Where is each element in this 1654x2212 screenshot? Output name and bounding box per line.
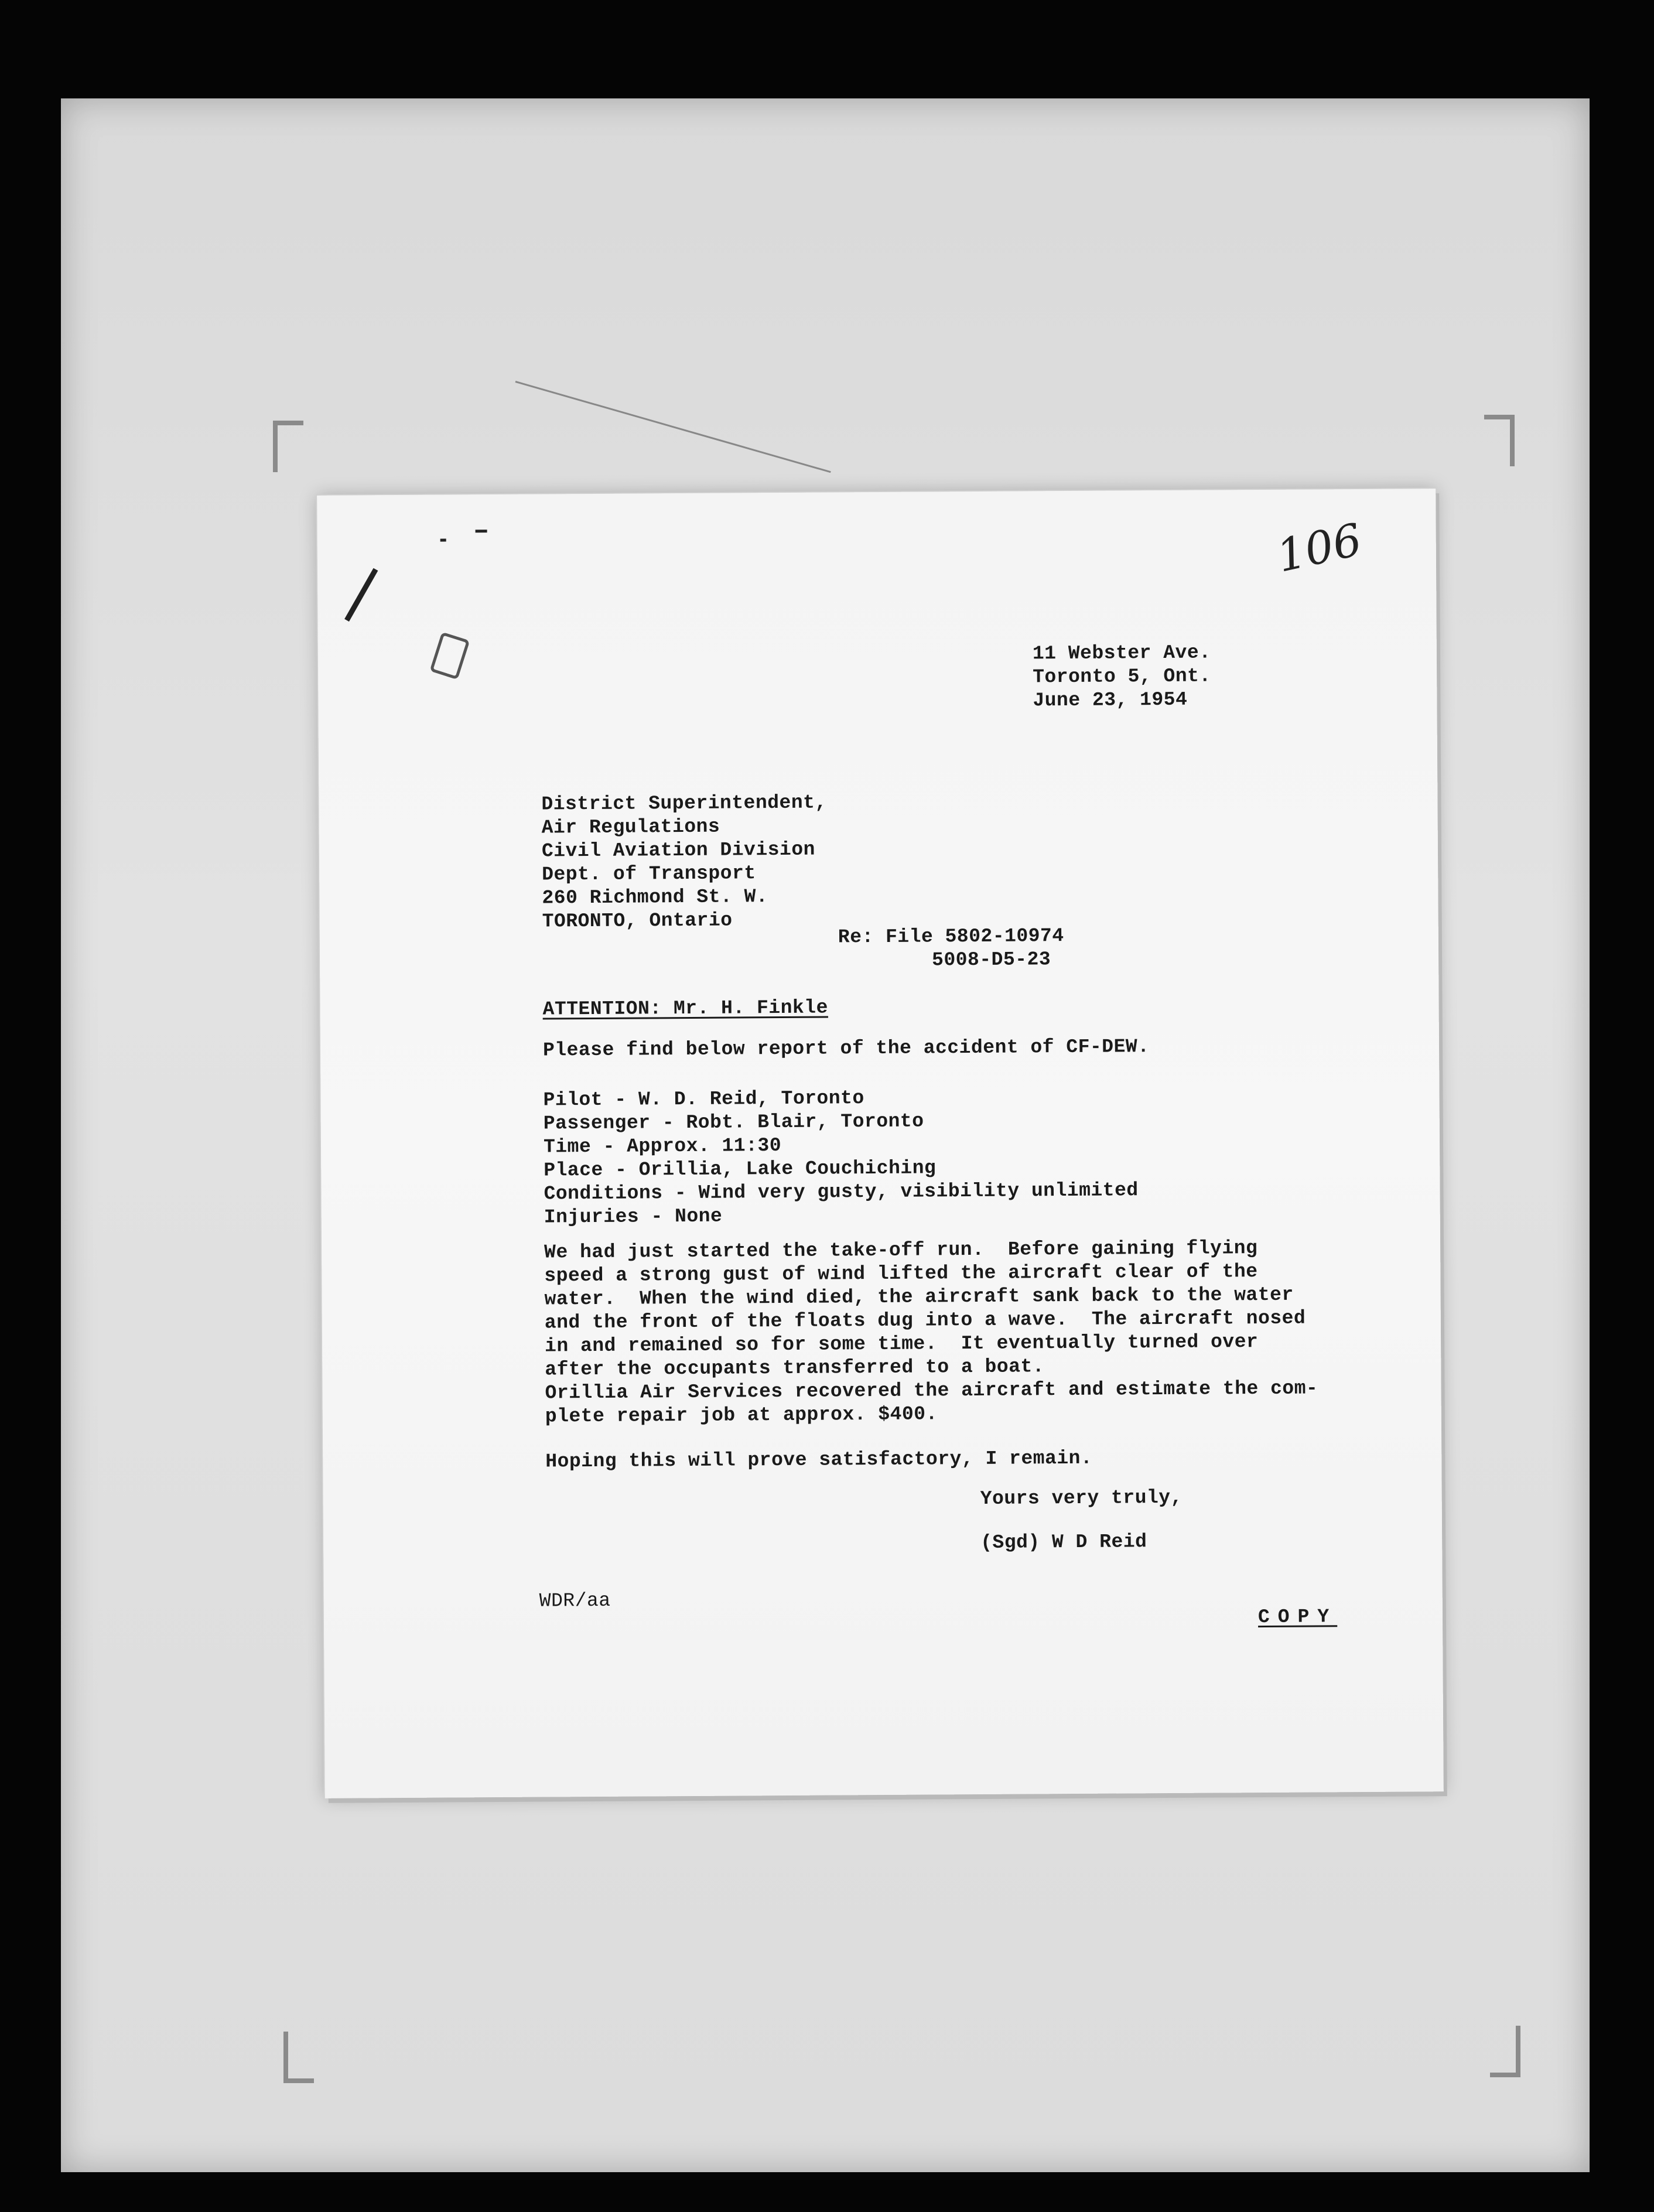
- detail-time: Time - Approx. 11:30: [543, 1135, 782, 1158]
- accident-description: [544, 1237, 1306, 1382]
- recipient-line: 260 Richmond St. W.: [542, 886, 768, 909]
- paragraph-line: We had just started the take-off run. Before gaining flying: [544, 1237, 1258, 1264]
- paragraph-line: after the occupants transferred to a boat.: [545, 1356, 1045, 1381]
- detail-injuries: Injuries - None: [544, 1205, 723, 1228]
- paragraph-line: Orillia Air Services recovered the aircraft and estimate the com-: [545, 1377, 1318, 1404]
- reference-line: 5008-D5-23: [931, 948, 1051, 971]
- pen-mark: [440, 539, 446, 542]
- recipient-line: Dept. of Transport: [542, 862, 756, 886]
- signature: (Sgd) W D Reid: [980, 1531, 1147, 1554]
- recipient-line: Air Regulations: [541, 815, 720, 839]
- recipient-line: Civil Aviation Division: [541, 838, 816, 862]
- paragraph-line: in and remained so for some time. It eventually turned over: [544, 1331, 1259, 1357]
- detail-place: Place - Orillia, Lake Couchiching: [544, 1157, 937, 1182]
- detail-pilot: Pilot - W. D. Reid, Toronto: [543, 1087, 864, 1111]
- recipient-line: TORONTO, Ontario: [542, 909, 733, 933]
- paperclip-icon: [429, 632, 470, 680]
- handwritten-page-number: 106: [1272, 513, 1366, 582]
- signoff: Yours very truly,: [980, 1486, 1183, 1510]
- file-reference: [838, 924, 1064, 972]
- pen-mark: [476, 530, 487, 532]
- typist-initials: WDR/aa: [539, 1589, 611, 1612]
- detail-passenger: Passenger - Robt. Blair, Toronto: [543, 1110, 924, 1135]
- reference-line: Re: File 5802-10974: [838, 925, 1064, 948]
- sender-city: Toronto 5, Ont.: [1033, 665, 1211, 688]
- crop-mark-top-left: [273, 421, 303, 472]
- crop-mark-bottom-left: [283, 2032, 314, 2083]
- pen-mark: [344, 568, 378, 622]
- repair-estimate: [545, 1377, 1318, 1428]
- closing-sentence: Hoping this will prove satisfactory, I remain.: [545, 1447, 1093, 1473]
- intro-sentence: Please find below report of the accident of CF-DEW.: [542, 1036, 1150, 1061]
- recipient-line: District Superintendent,: [541, 791, 827, 815]
- crop-mark-top-right: [1484, 415, 1515, 466]
- crop-mark-bottom-right: [1490, 2026, 1520, 2077]
- paragraph-line: speed a strong gust of wind lifted the aircraft clear of the: [544, 1261, 1258, 1287]
- recipient-address: [541, 791, 828, 934]
- accident-details: [543, 1085, 1139, 1229]
- paragraph-line: water. When the wind died, the aircraft sank back to the water: [544, 1283, 1294, 1310]
- letter-page: [317, 489, 1444, 1798]
- letter-date: June 23, 1954: [1033, 688, 1188, 712]
- paragraph-line: plete repair job at approx. $400.: [545, 1403, 938, 1428]
- attention-line: ATTENTION: Mr. H. Finkle: [542, 996, 828, 1020]
- paragraph-line: and the front of the floats dug into a wave. The aircraft nosed: [544, 1307, 1306, 1334]
- sender-street: 11 Webster Ave.: [1032, 641, 1211, 665]
- sender-address: [1033, 641, 1211, 713]
- copy-stamp: COPY: [1257, 1606, 1338, 1629]
- detail-conditions: Conditions - Wind very gusty, visibility unlimited: [544, 1179, 1139, 1205]
